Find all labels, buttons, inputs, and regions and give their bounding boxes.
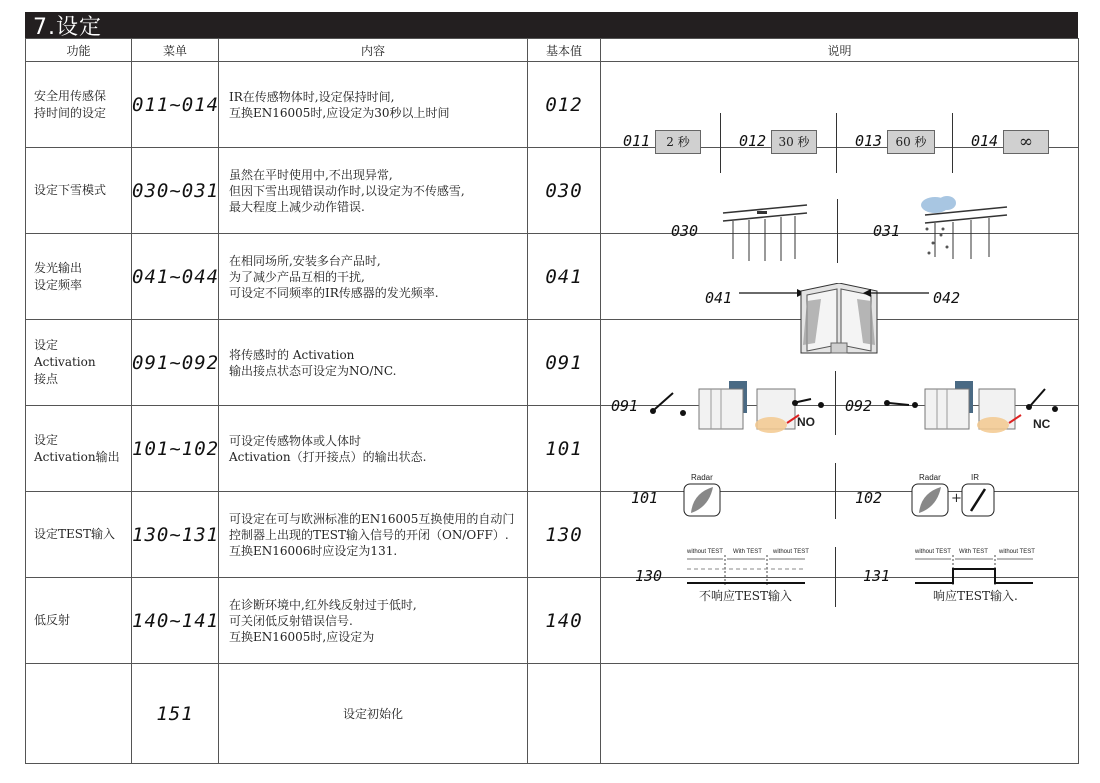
hold-value: 2 秒 (655, 130, 701, 154)
menu-code: 030~031 (132, 179, 220, 202)
freq-code-b: 042 (933, 288, 961, 307)
table-row (26, 320, 1079, 406)
table-row (26, 234, 1079, 320)
menu-code: 151 (156, 702, 194, 725)
test-caption-on: 响应TEST输入. (933, 588, 1018, 603)
menu-cell (132, 62, 219, 148)
default-cell (528, 492, 601, 578)
timing-label: without TEST (999, 548, 1035, 555)
hold-code: 011 (623, 131, 651, 150)
menu-cell (132, 148, 219, 234)
content-cell: 可设定在可与欧洲标准的EN16005互换使用的自动门 控制器上出现的TEST输入信号的开闭（ON/OFF）. 互换EN16006时应设定为131. (219, 492, 528, 578)
snow-code-off: 030 (671, 221, 699, 240)
nc-label: NC (1033, 416, 1051, 431)
header-menu: 菜单 (132, 39, 219, 62)
desc-cell (601, 148, 1079, 240)
func-cell: 设定TEST输入 (26, 492, 132, 578)
default-code: 130 (545, 523, 583, 546)
page-title: 7.设定 (33, 15, 102, 40)
menu-code: 140~141 (132, 609, 220, 632)
timing-label: With TEST (959, 548, 988, 555)
menu-code: 130~131 (132, 523, 220, 546)
default-code: 091 (545, 351, 583, 374)
table-row (26, 406, 1079, 492)
output-code-radar-ir: 102 (855, 488, 883, 507)
default-cell (528, 234, 601, 320)
hold-code: 012 (739, 131, 767, 150)
desc-cell (601, 578, 1079, 664)
radar-label: Radar (691, 472, 713, 482)
header-func: 功能 (26, 39, 132, 62)
default-cell (528, 62, 601, 148)
menu-code: 011~014 (132, 93, 220, 116)
arrow-left-icon (863, 287, 929, 299)
snow-code-on: 031 (873, 221, 901, 240)
func-cell: 安全用传感保 持时间的设定 (26, 62, 132, 148)
content-cell: IR在传感物体时,设定保持时间, 互换EN16005时,应设定为30秒以上时间 (219, 62, 528, 148)
ir-label: IR (971, 472, 979, 482)
test-caption-off: 不响应TEST输入 (699, 588, 792, 603)
menu-cell (132, 578, 219, 664)
desc-cell (601, 664, 1079, 764)
desc-cell (601, 234, 1079, 320)
settings-table (25, 38, 1079, 764)
func-cell: 发光输出 设定频率 (26, 234, 132, 320)
menu-cell (132, 664, 219, 764)
default-code: 101 (545, 437, 583, 460)
timing-label: without TEST (773, 548, 809, 555)
timing-label: With TEST (733, 548, 762, 555)
menu-cell (132, 406, 219, 492)
table-row (26, 148, 1079, 234)
default-cell (528, 148, 601, 234)
table-row (26, 492, 1079, 578)
content-cell: 可设定传感物体或人体时 Activation（打开接点）的输出状态. (219, 406, 528, 492)
hold-value: 30 秒 (771, 130, 817, 154)
table-row (26, 578, 1079, 664)
header-content: 内容 (219, 39, 528, 62)
no-label: NO (797, 414, 815, 429)
hold-code: 013 (855, 131, 883, 150)
menu-cell (132, 234, 219, 320)
menu-cell (132, 320, 219, 406)
table-row (26, 62, 1079, 148)
contact-code-nc: 092 (845, 396, 873, 415)
plus-sign: + (951, 490, 962, 506)
default-cell (528, 664, 601, 764)
func-cell (26, 664, 132, 764)
contact-code-no: 091 (611, 396, 639, 415)
default-code: 041 (545, 265, 583, 288)
content-cell: 在相同场所,安装多台产品时, 为了减少产品互相的干扰, 可设定不同频率的IR传感器的发光频率. (219, 234, 528, 320)
content-cell: 将传感时的 Activation 输出接点状态可设定为NO/NC. (219, 320, 528, 406)
desc-cell (601, 62, 1079, 152)
test-code-off: 130 (635, 566, 663, 585)
desc-cell (601, 406, 1079, 507)
radar-label: Radar (919, 472, 941, 482)
menu-code: 091~092 (132, 351, 220, 374)
func-cell: 低反射 (26, 578, 132, 664)
menu-cell (132, 492, 219, 578)
title-bar (25, 12, 1078, 38)
header-row (26, 39, 1079, 62)
func-cell: 设定 Activation输出 (26, 406, 132, 492)
hold-code: 014 (971, 131, 999, 150)
test-code-on: 131 (863, 566, 891, 585)
content-cell: 虽然在平时使用中,不出现异常, 但因下雪出现错误动作时,以设定为不传感雪, 最大程度上减少动作错误. (219, 148, 528, 234)
default-cell (528, 320, 601, 406)
func-cell: 设定 Activation 接点 (26, 320, 132, 406)
hold-value: 60 秒 (887, 130, 935, 154)
arrow-right-icon (739, 287, 805, 299)
header-desc: 说明 (601, 39, 1079, 62)
header-default: 基本值 (528, 39, 601, 62)
func-cell: 设定下雪模式 (26, 148, 132, 234)
output-code-radar: 101 (631, 488, 659, 507)
default-cell (528, 578, 601, 664)
content-cell: 设定初始化 (219, 664, 528, 764)
default-code: 030 (545, 179, 583, 202)
table-row (26, 664, 1079, 764)
hold-value: ∞ (1003, 130, 1049, 154)
timing-label: without TEST (687, 548, 723, 555)
desc-cell (601, 320, 1079, 431)
menu-code: 101~102 (132, 437, 220, 460)
content-cell: 在诊断环境中,红外线反射过于低时, 可关闭低反射错误信号. 互换EN16005时,应设定为 (219, 578, 528, 664)
desc-cell (601, 492, 1079, 603)
default-cell (528, 406, 601, 492)
menu-code: 041~044 (132, 265, 220, 288)
timing-label: without TEST (915, 548, 951, 555)
freq-code-a: 041 (705, 288, 733, 307)
default-code: 140 (545, 609, 583, 632)
default-code: 012 (545, 93, 583, 116)
